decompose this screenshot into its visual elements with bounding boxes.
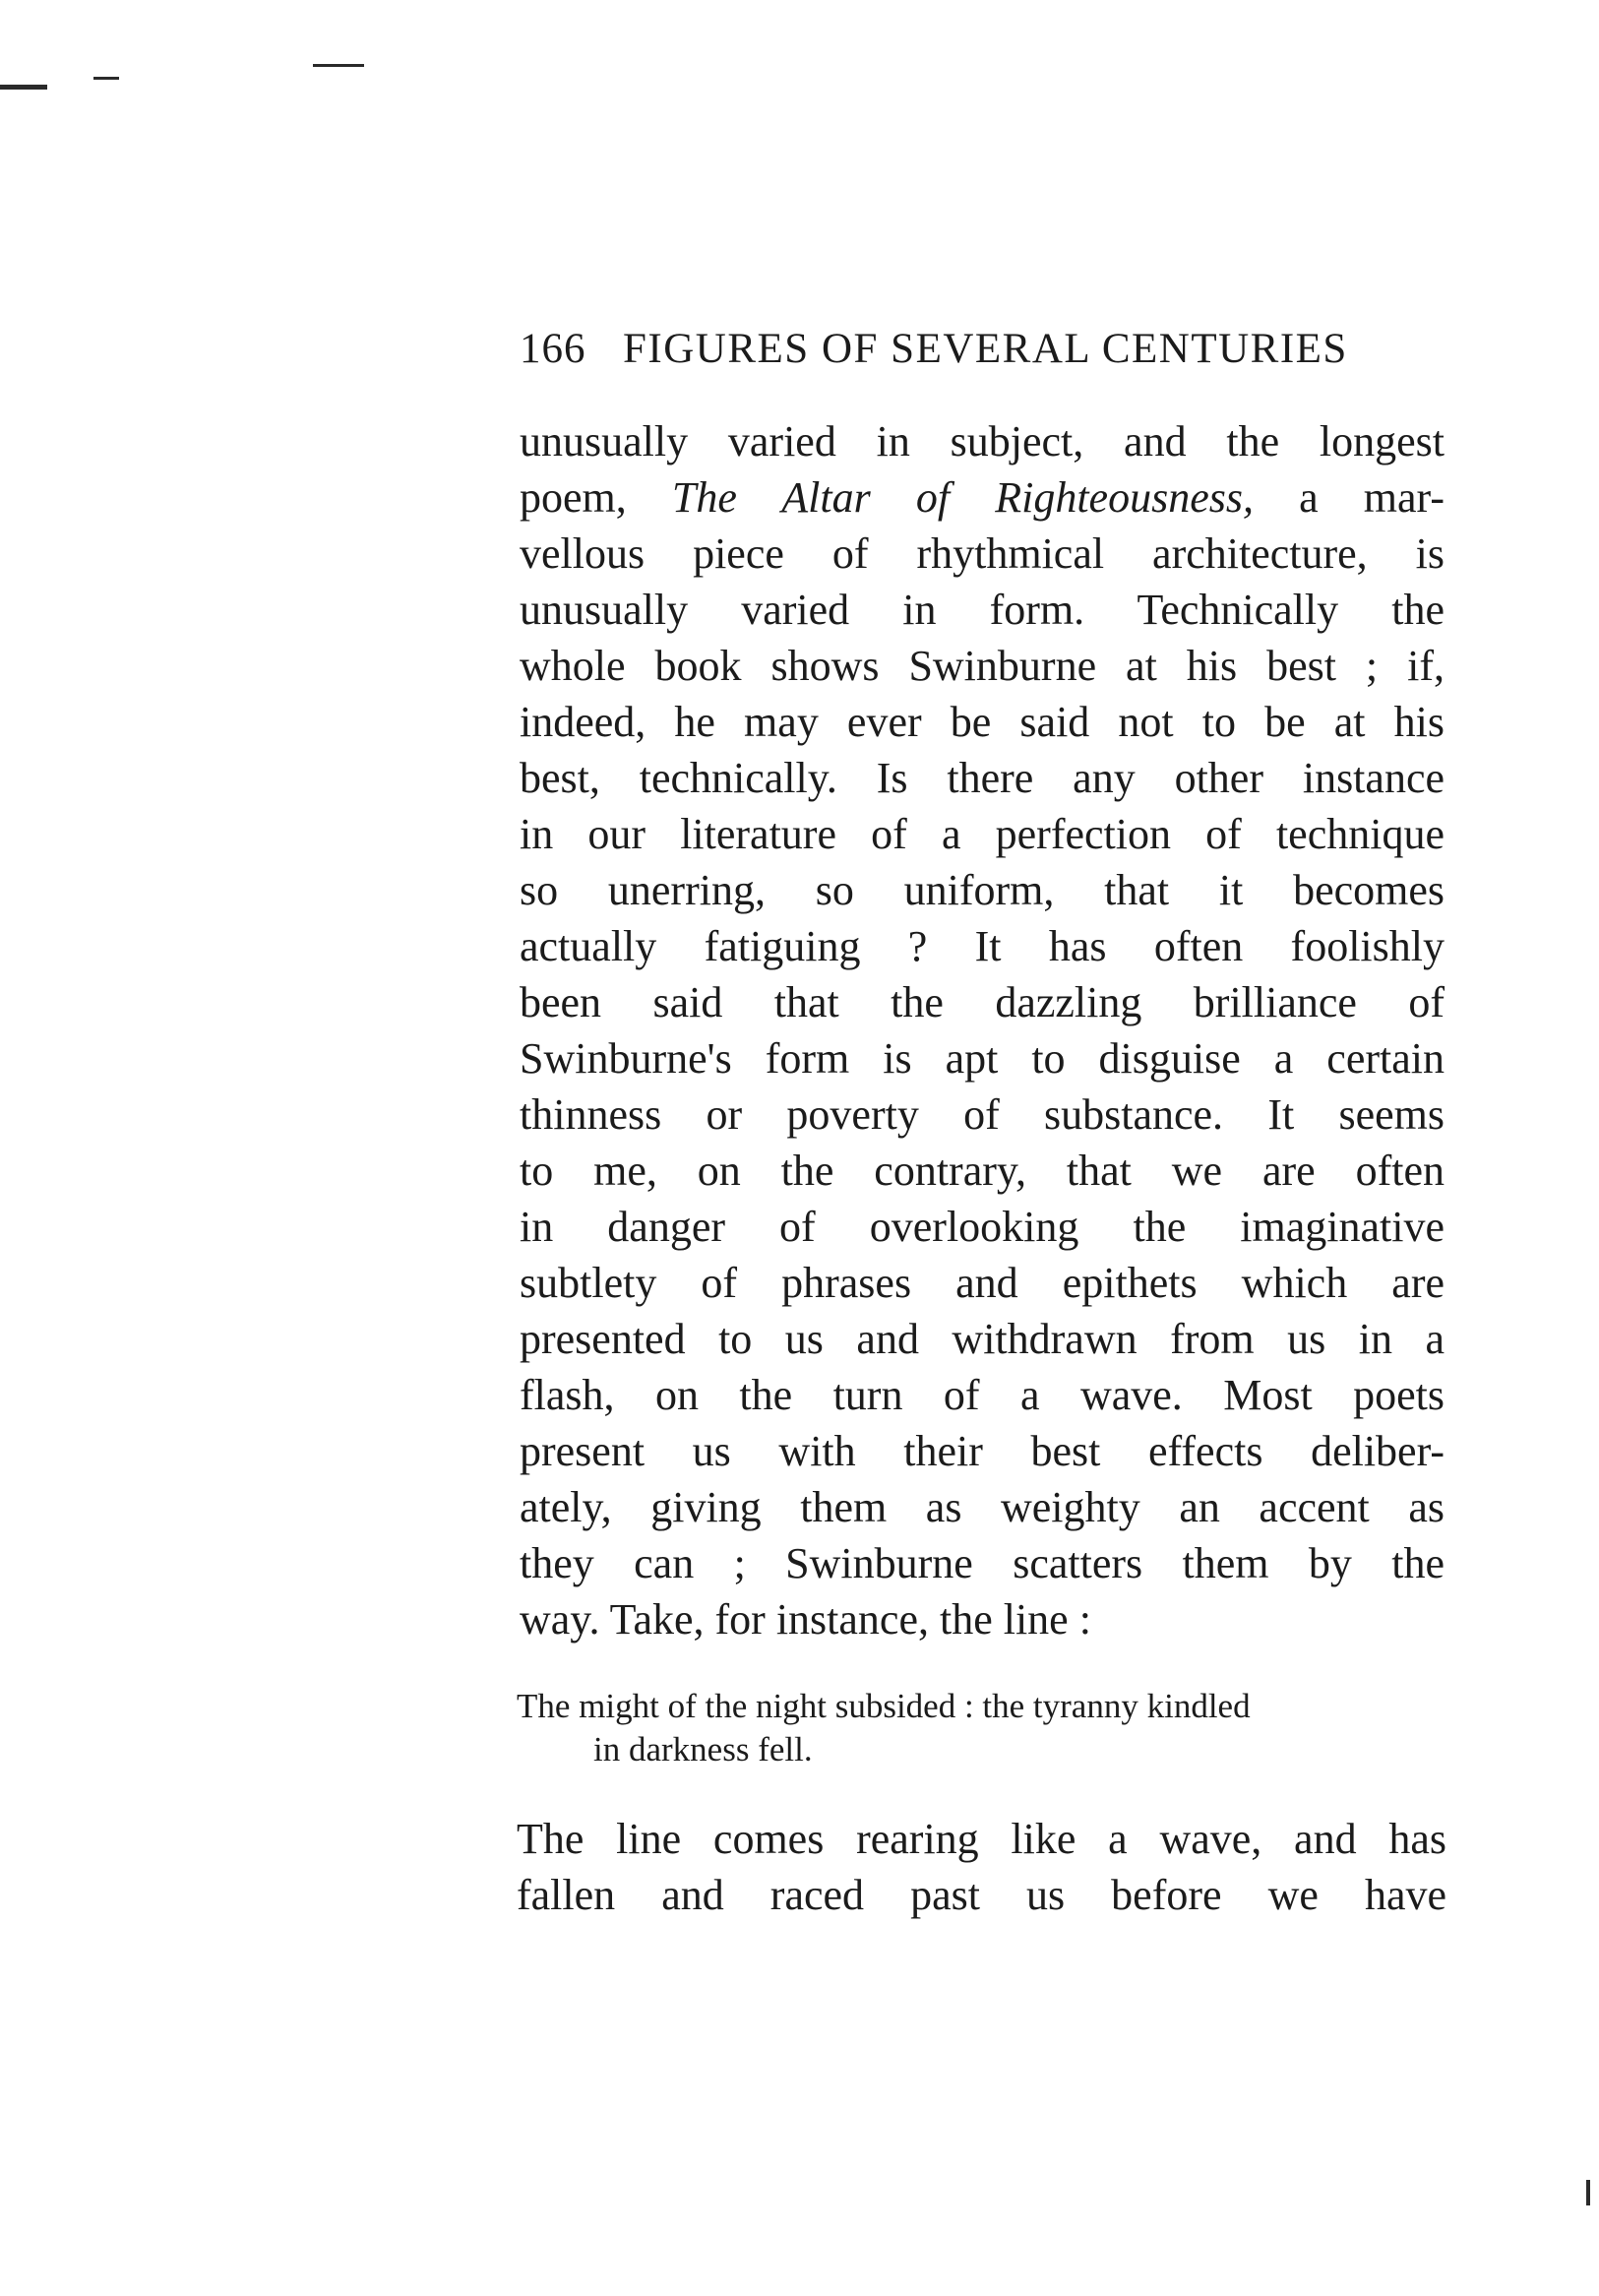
ink-mark: [93, 77, 119, 80]
text-line: Swinburne's form is apt to disguise a certain: [520, 1034, 1445, 1083]
running-title: FIGURES OF SEVERAL CENTURIES: [623, 326, 1348, 372]
text-line: ately, giving them as weighty an accent as: [520, 1483, 1445, 1531]
text-line: vellous piece of rhythmical architecture, is: [520, 529, 1445, 578]
page-header: [520, 325, 1435, 384]
text-line: thinness or poverty of substance. It seems: [520, 1090, 1445, 1139]
text-line: presented to us and withdrawn from us in a: [520, 1315, 1445, 1363]
quote-line: The might of the night subsided : the tyranny kindled: [517, 1687, 1251, 1725]
quote-line: in darkness fell.: [593, 1730, 813, 1769]
text-line: fallen and raced past us before we have: [517, 1871, 1446, 1919]
ink-mark: [1586, 2180, 1590, 2205]
text-line: best, technically. Is there any other instance: [520, 754, 1445, 802]
text-line: so unerring, so uniform, that it becomes: [520, 866, 1445, 914]
text-line: in our literature of a perfection of technique: [520, 810, 1445, 858]
text-line: they can ; Swinburne scatters them by the: [520, 1539, 1445, 1587]
text-line: indeed, he may ever be said not to be at his: [520, 698, 1445, 746]
text-line: to me, on the contrary, that we are often: [520, 1147, 1445, 1195]
text-line: whole book shows Swinburne at his best ; if,: [520, 642, 1445, 690]
text-line: unusually varied in form. Technically the: [520, 586, 1445, 634]
italic-title: The Altar of Righteousness,: [671, 473, 1254, 522]
text-line: been said that the dazzling brilliance of: [520, 978, 1445, 1026]
text-line: present us with their best effects deliber-: [520, 1427, 1445, 1475]
text-line: unusually varied in subject, and the longest: [520, 417, 1445, 465]
text-line: subtlety of phrases and epithets which are: [520, 1259, 1445, 1307]
text-line: poem, The Altar of Righteousness, a mar-: [520, 473, 1445, 522]
page-number: 166: [520, 326, 586, 372]
text-line: in danger of overlooking the imaginative: [520, 1203, 1445, 1251]
text-line: flash, on the turn of a wave. Most poets: [520, 1371, 1445, 1419]
ink-mark: [313, 64, 364, 67]
text-line: way. Take, for instance, the line :: [520, 1595, 1091, 1644]
text-line: actually fatiguing ? It has often foolishly: [520, 922, 1445, 970]
verse-quotation: [517, 1685, 1446, 1771]
ink-mark: [0, 85, 47, 90]
text-line: The line comes rearing like a wave, and has: [517, 1815, 1446, 1863]
